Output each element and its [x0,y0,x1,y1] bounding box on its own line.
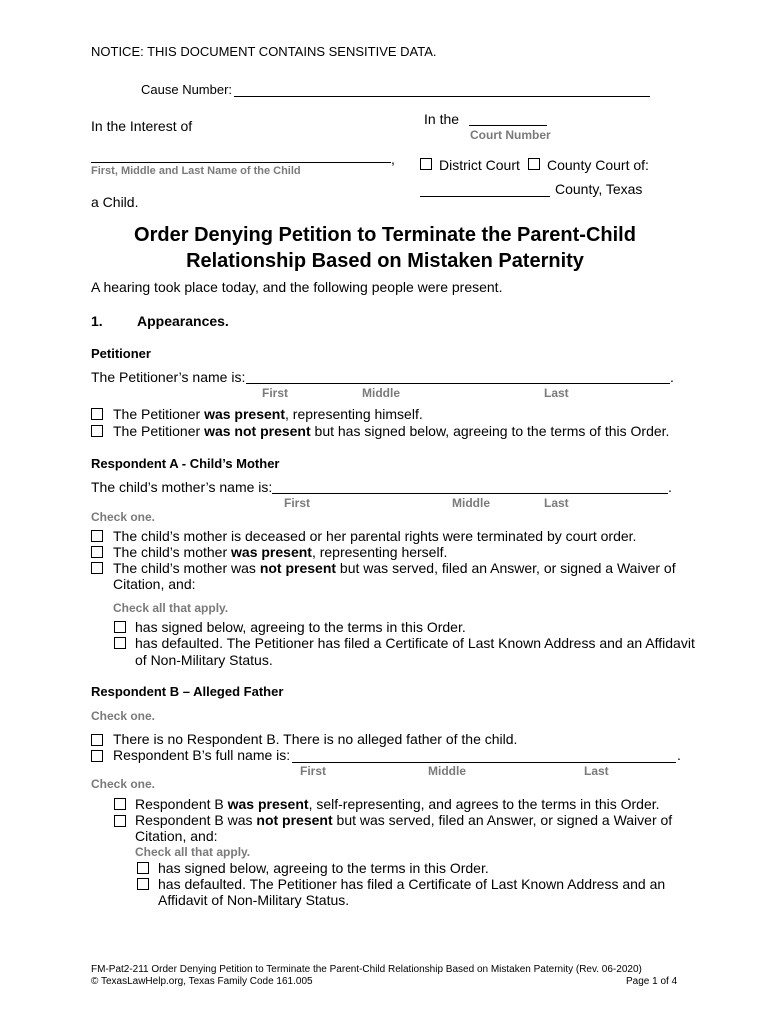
footer-copyright: © TexasLawHelp.org, Texas Family Code 161.005 [91,976,313,987]
respondent-b-name-label: Respondent B’s full name is: [113,747,291,763]
interest-label: In the Interest of [91,118,193,134]
mother-name-label: The child’s mother’s name is: [91,479,273,495]
middle-caption: Middle [362,386,400,400]
mother-deceased-text: The child’s mother is deceased or her parental rights were terminated by court order. [113,528,637,544]
sensitive-data-notice: NOTICE: THIS DOCUMENT CONTAINS SENSITIVE DATA. [91,44,437,59]
check-one-label: Check one. [91,709,156,723]
first-caption: First [262,386,289,400]
district-court-label: District Court [439,157,520,173]
respondent-b-not-present-text: Respondent B was not present but was served, filed an Answer, or signed a Waiver of [135,812,673,828]
petitioner-name-field[interactable] [246,383,670,384]
document-title-line-2: Relationship Based on Mistaken Paternity [186,250,584,272]
last-caption: Last [544,496,569,510]
respondent-b-present-text: Respondent B was present, self-representing, and agrees to the terms in this Order. [135,796,660,812]
in-the-label: In the [424,111,460,127]
court-number-field[interactable] [469,125,547,126]
child-name-caption: First, Middle and Last Name of the Child [91,165,301,177]
petitioner-not-present-checkbox[interactable] [91,425,103,437]
respondent-b-defaulted-text: has defaulted. The Petitioner has filed a Certificate of Last Known Address and an [158,876,666,892]
period: . [668,479,672,495]
county-court-checkbox[interactable] [528,158,540,170]
mother-signed-checkbox[interactable] [114,621,126,633]
mother-not-present-checkbox[interactable] [91,562,103,574]
respondent-b-heading: Respondent B – Alleged Father [91,684,284,699]
respondent-b-name-checkbox[interactable] [91,750,103,762]
cause-number-field[interactable] [234,96,650,97]
first-caption: First [284,496,311,510]
comma: , [391,151,395,167]
child-name-field[interactable] [91,162,391,163]
middle-caption: Middle [428,764,466,778]
mother-defaulted-text: has defaulted. The Petitioner has filed a Certificate of Last Known Address and an Affidavit [135,635,695,651]
respondent-b-not-present-checkbox[interactable] [114,815,126,827]
last-caption: Last [544,386,569,400]
section-number: 1. [91,313,103,329]
petitioner-heading: Petitioner [91,346,151,361]
hearing-text: A hearing took place today, and the following people were present. [91,279,503,295]
page-number: Page 1 of 4 [626,976,678,987]
mother-defaulted-checkbox[interactable] [114,637,126,649]
period: . [677,747,681,763]
mother-name-field[interactable] [272,493,668,494]
check-all-label: Check all that apply. [113,601,229,615]
respondent-b-name-field[interactable] [292,762,676,763]
a-child-label: a Child. [91,194,139,210]
county-texas-label: County, Texas [555,181,643,197]
first-caption: First [300,764,327,778]
respondent-a-heading: Respondent A - Child’s Mother [91,456,280,471]
county-name-field[interactable] [420,196,550,197]
respondent-b-not-present-text-cont: Citation, and: [135,828,218,844]
check-all-label: Check all that apply. [135,845,251,859]
county-court-label: County Court of: [547,157,649,173]
section-title: Appearances. [137,313,229,329]
petitioner-name-label: The Petitioner’s name is: [91,369,246,385]
last-caption: Last [584,764,609,778]
mother-present-checkbox[interactable] [91,546,103,558]
district-court-checkbox[interactable] [420,158,432,170]
mother-deceased-checkbox[interactable] [91,530,103,542]
mother-not-present-text: The child’s mother was not present but was served, filed an Answer, or signed a Waiver of [113,560,676,576]
petitioner-present-text: The Petitioner was present, representing himself. [113,406,423,422]
mother-defaulted-text-cont: of Non-Military Status. [135,652,273,668]
middle-caption: Middle [452,496,490,510]
respondent-b-signed-text: has signed below, agreeing to the terms in this Order. [158,860,489,876]
mother-signed-text: has signed below, agreeing to the terms in this Order. [135,619,466,635]
check-one-label: Check one. [91,777,156,791]
footer-form-id: FM-Pat2-211 Order Denying Petition to Terminate the Parent-Child Relationship Based on Mistaken Paternity (Rev. 06-2020) [91,964,642,975]
petitioner-present-checkbox[interactable] [91,408,103,420]
document-title-line-1: Order Denying Petition to Terminate the Parent-Child [134,224,636,246]
court-number-caption: Court Number [470,128,551,142]
respondent-b-defaulted-checkbox[interactable] [137,878,149,890]
no-respondent-b-text: There is no Respondent B. There is no alleged father of the child. [113,731,518,747]
cause-number-label: Cause Number: [141,82,233,97]
petitioner-not-present-text: The Petitioner was not present but has signed below, agreeing to the terms of this Order. [113,423,670,439]
respondent-b-present-checkbox[interactable] [114,798,126,810]
period: . [670,369,674,385]
respondent-b-signed-checkbox[interactable] [137,862,149,874]
no-respondent-b-checkbox[interactable] [91,734,103,746]
mother-present-text: The child’s mother was present, representing herself. [113,544,448,560]
check-one-label: Check one. [91,510,156,524]
mother-not-present-text-cont: Citation, and: [113,576,196,592]
respondent-b-defaulted-text-cont: Affidavit of Non-Military Status. [158,892,350,908]
